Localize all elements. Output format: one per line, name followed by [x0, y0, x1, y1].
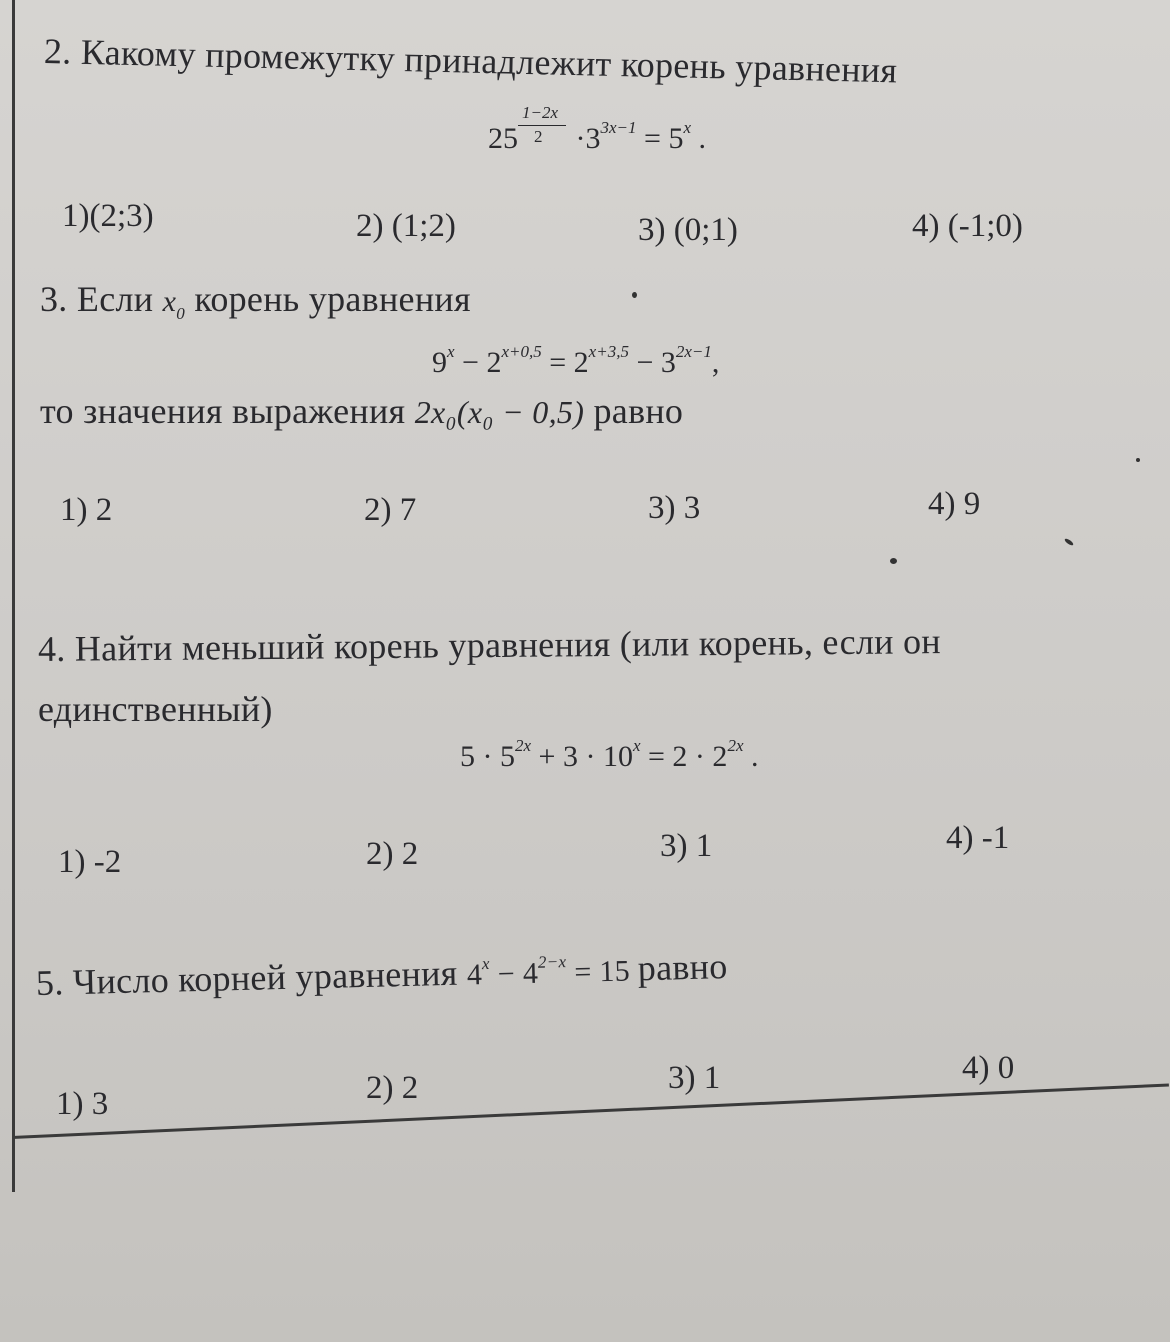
- q5-equation: [466, 954, 638, 991]
- q5-title-end: равно: [637, 946, 728, 989]
- q3-title-start: 3. Если: [40, 279, 154, 319]
- q5-eq-b2: 4: [522, 956, 539, 991]
- q3-option-2: 2) 7: [364, 492, 417, 528]
- q2-eq-base3: 5: [668, 122, 684, 155]
- q3-title-end: корень уравнения: [194, 279, 471, 319]
- q2-eq-exp3: x: [683, 118, 691, 137]
- q2-eq-frac-line: [518, 125, 566, 126]
- q4-eq-end: .: [750, 740, 759, 773]
- q2-option-2: 2) (1;2): [356, 208, 456, 244]
- paper-speck: [890, 558, 897, 564]
- q4-option-4: 4) -1: [946, 820, 1010, 856]
- q3-eq-equals: =: [549, 346, 567, 379]
- q4-eq-e3: 2x: [727, 736, 744, 755]
- frame-border-left: [12, 0, 15, 1192]
- q3-eq-b1: 9: [432, 346, 447, 379]
- q3-option-3: 3) 3: [648, 490, 701, 526]
- q4-eq-e2: x: [632, 736, 641, 755]
- q3-eq-b3: 2: [573, 346, 589, 379]
- q4-eq-p2: + 3 · 10: [538, 740, 633, 773]
- q3-line2-start: то значения выражения: [40, 391, 406, 431]
- q5-option-3: 3) 1: [668, 1060, 721, 1096]
- q2-eq-end: .: [698, 122, 706, 155]
- q2-eq-base2: 3: [585, 122, 601, 155]
- q2-eq-equals: =: [644, 122, 661, 155]
- q5-eq-minus: −: [497, 957, 516, 991]
- q3-x-subscript: 0: [176, 304, 186, 323]
- q3-eq-end: ,: [711, 346, 720, 379]
- q3-line2-end: равно: [593, 391, 684, 431]
- q3-eq-e1: x: [447, 342, 455, 361]
- q4-option-3: 3) 1: [660, 828, 713, 864]
- q2-eq-base1: 25: [488, 122, 518, 155]
- q2-eq-exp2: 3x−1: [600, 118, 637, 137]
- q4-title-line1: 4. Найти меньший корень уравнения (или корень, если он: [37, 621, 942, 669]
- q3-eq-b4: 3: [660, 346, 676, 379]
- paper-speck: [632, 292, 637, 298]
- q3-eq-b2: 2: [486, 346, 502, 379]
- q3-expression: 2x₀(x₀ − 0,5): [414, 394, 585, 430]
- q4-eq-e1: 2x: [515, 736, 532, 755]
- q4-title-line2: единственный): [38, 689, 273, 729]
- q3-option-1: 1) 2: [60, 492, 113, 528]
- q2-option-4: 4) (-1;0): [912, 208, 1023, 244]
- q3-eq-e4: 2x−1: [675, 342, 712, 361]
- q3-line2: [40, 390, 683, 432]
- paper-speck: [1136, 458, 1140, 462]
- q3-eq-minus2: −: [636, 346, 654, 379]
- q4-option-1: 1) -2: [58, 844, 122, 880]
- q4-option-2: 2) 2: [366, 836, 419, 872]
- q2-eq-fraction-exponent: [518, 103, 568, 148]
- q2-equation: [488, 103, 706, 156]
- q4-eq-p1: 5 · 5: [460, 740, 515, 773]
- q5-eq-rest: = 15: [573, 954, 631, 989]
- q3-equation: [432, 342, 720, 380]
- q3-title: [40, 278, 471, 323]
- q4-eq-p3: = 2 · 2: [648, 740, 728, 773]
- q5-option-2: 2) 2: [366, 1070, 419, 1106]
- q3-x0: [162, 285, 186, 323]
- q3-x: x: [162, 285, 177, 318]
- q5-eq-b1: 4: [466, 958, 483, 992]
- q3-eq-minus1: −: [462, 346, 479, 379]
- q3-eq-e2: x+0,5: [501, 342, 542, 361]
- q5-eq-e2: 2−x: [537, 952, 567, 972]
- q5-eq-e1: x: [481, 953, 490, 974]
- q2-option-3: 3) (0;1): [638, 212, 738, 248]
- q2-eq-frac-den: 2: [534, 127, 543, 146]
- q5-option-4: 4) 0: [962, 1050, 1015, 1086]
- q2-title: 2. Какому промежутку принадлежит корень уравнения: [43, 31, 898, 91]
- q4-equation: [460, 736, 759, 774]
- q2-option-1: 1)(2;3): [62, 198, 154, 234]
- q3-option-4: 4) 9: [928, 486, 981, 522]
- q3-eq-e3: x+3,5: [588, 342, 629, 361]
- q5-option-1: 1) 3: [56, 1086, 109, 1122]
- q5-title-start: 5. Число корней уравнения: [35, 952, 458, 1003]
- q2-eq-dot: ·: [575, 122, 586, 155]
- q2-eq-frac-num: 1−2x: [522, 103, 559, 122]
